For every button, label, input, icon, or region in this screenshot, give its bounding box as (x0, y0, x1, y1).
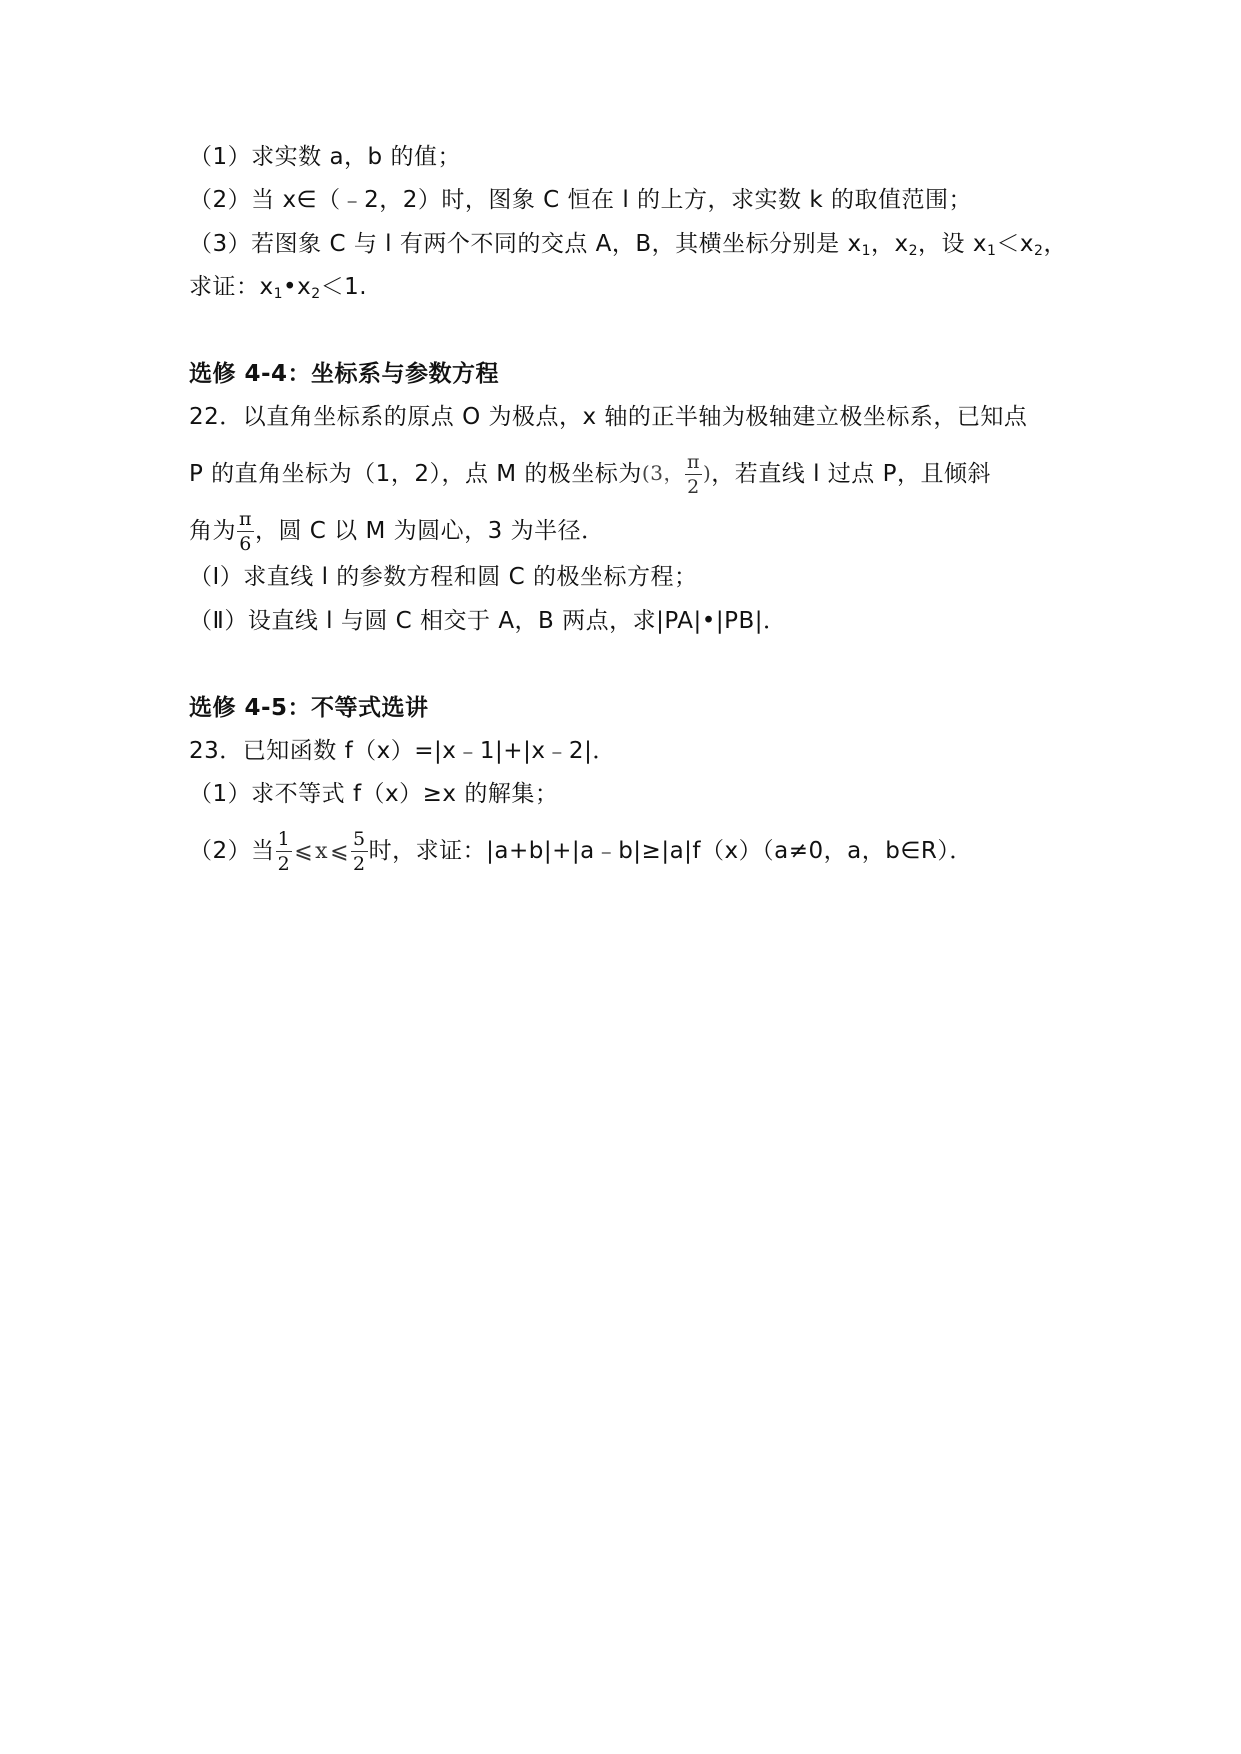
q21-proof-text: ＜1. (320, 274, 368, 300)
polar-coordinate (642, 452, 711, 497)
subscript: 1 (986, 243, 997, 259)
q22-line2 (189, 452, 991, 497)
fraction-bar (276, 851, 293, 852)
fraction-numerator: 5 (353, 828, 366, 850)
q21-part3-text: ，设 x (918, 231, 987, 257)
section-44-heading: 选修 4-4：坐标系与参数方程 (189, 361, 500, 387)
q22-line3 (189, 509, 605, 554)
fraction-bar (351, 851, 368, 852)
fraction-denominator: 2 (687, 476, 700, 498)
coord-open: (3， (641, 461, 684, 485)
q23-line1: 23．已知函数 f（x）=|x﹣1|+|x﹣2|． (189, 738, 616, 764)
q22-text: P 的直角坐标为（1，2），点 M 的极坐标为 (189, 461, 642, 487)
q21-proof-text: •x (283, 274, 312, 300)
q23-part2 (189, 829, 973, 874)
q21-part2: （2）当 x∈（﹣2，2）时，图象 C 恒在 l 的上方，求实数 k 的取值范围； (189, 187, 972, 213)
coord-close: ) (702, 461, 712, 485)
q22-text: ，圆 C 以 M 为圆心，3 为半径． (255, 518, 605, 544)
q23-text: 时，求证：|a+b|+|a﹣b|≥|a|f（x）（a≠0，a，b∈R）． (368, 838, 973, 864)
q21-part3-text: ， (1043, 231, 1067, 257)
fraction-denominator: 2 (353, 853, 366, 875)
q22-text: 角为 (189, 518, 236, 544)
fraction-denominator: 6 (239, 533, 252, 555)
q21-part3-text: ＜x (996, 231, 1035, 257)
fraction-numerator: π (239, 508, 252, 530)
q21-part3-line2 (189, 272, 367, 302)
q21-proof-text: 求证：x (189, 274, 274, 300)
fraction (685, 452, 702, 497)
fraction (276, 829, 293, 874)
fraction-denominator: 2 (277, 853, 291, 875)
subscript: 1 (861, 243, 871, 259)
q22-part1: （Ⅰ）求直线 l 的参数方程和圆 C 的极坐标方程； (189, 564, 698, 590)
subscript: 2 (1034, 243, 1044, 259)
q23-part1: （1）求不等式 f（x）≥x 的解集； (189, 781, 559, 807)
subscript: 2 (908, 243, 919, 259)
fraction-numerator: 1 (277, 828, 291, 850)
leq-symbol: ⩽ (294, 838, 314, 864)
fraction-numerator: π (686, 451, 700, 473)
q21-part3-text: ，x (871, 231, 909, 257)
subscript: 2 (311, 286, 321, 302)
fraction-bar (237, 531, 254, 532)
q22-part2: （Ⅱ）设直线 l 与圆 C 相交于 A，B 两点，求|PA|•|PB|． (189, 608, 787, 634)
fraction (237, 509, 254, 554)
section-45-heading: 选修 4-5：不等式选讲 (189, 695, 429, 721)
subscript: 1 (273, 286, 284, 302)
leq-symbol: ⩽ (330, 838, 350, 864)
fraction-bar (685, 474, 702, 475)
q22-text: ，若直线 l 过点 P，且倾斜 (711, 461, 991, 487)
fraction (351, 829, 368, 874)
q21-part3-text: （3）若图象 C 与 l 有两个不同的交点 A，B，其横坐标分别是 x (189, 231, 862, 257)
q22-line1: 22．以直角坐标系的原点 O 为极点，x 轴的正半轴为极轴建立极坐标系，已知点 (189, 404, 1028, 430)
q23-text: （2）当 (189, 838, 275, 864)
q21-part1: （1）求实数 a，b 的值； (189, 144, 461, 170)
variable-x: x (315, 838, 329, 864)
q21-part3-line1 (189, 229, 1067, 259)
